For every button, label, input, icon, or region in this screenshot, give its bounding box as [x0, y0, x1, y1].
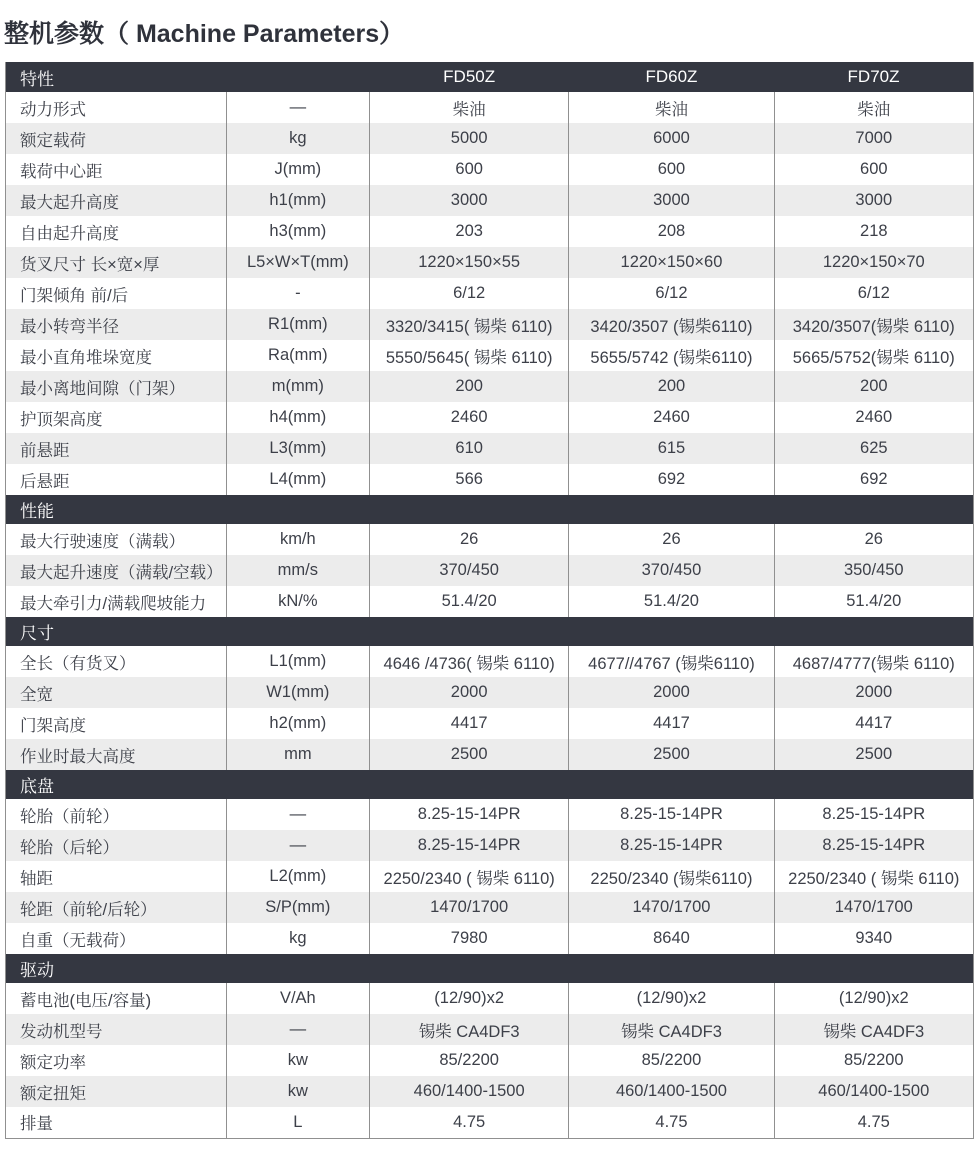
spec-value-fd60z: 锡柴 CA4DF3: [569, 1014, 774, 1045]
spec-row: [6, 216, 974, 247]
spec-value-fd60z: 26: [569, 524, 774, 555]
section-header-row: [6, 617, 974, 646]
spec-row: [6, 185, 974, 216]
spec-unit: h3(mm): [226, 216, 369, 247]
spec-unit: mm/s: [226, 555, 369, 586]
spec-row: [6, 464, 974, 495]
header-feature-label: 特性: [6, 62, 227, 92]
spec-value-fd60z: 692: [569, 464, 774, 495]
spec-value-fd50z: 2500: [369, 739, 568, 770]
spec-value-fd60z: 51.4/20: [569, 586, 774, 617]
spec-value-fd50z: 2460: [369, 402, 568, 433]
spec-label: 排量: [6, 1107, 227, 1138]
spec-label: 额定功率: [6, 1045, 227, 1076]
spec-value-fd50z: 柴油: [369, 92, 568, 123]
spec-value-fd70z: 85/2200: [774, 1045, 973, 1076]
section-title: 驱动: [6, 954, 974, 983]
spec-unit: W1(mm): [226, 677, 369, 708]
spec-value-fd70z: 8.25-15-14PR: [774, 830, 973, 861]
spec-row: [6, 892, 974, 923]
spec-row: [6, 433, 974, 464]
spec-label: 作业时最大高度: [6, 739, 227, 770]
spec-value-fd70z: 7000: [774, 123, 973, 154]
spec-unit: h1(mm): [226, 185, 369, 216]
spec-value-fd50z: 4646 /4736( 锡柴 6110): [369, 646, 568, 677]
header-model-fd60z: FD60Z: [569, 62, 774, 92]
spec-label: 蓄电池(电压/容量): [6, 983, 227, 1014]
spec-label: 前悬距: [6, 433, 227, 464]
spec-unit: L1(mm): [226, 646, 369, 677]
spec-value-fd60z: 6000: [569, 123, 774, 154]
spec-value-fd60z: 460/1400-1500: [569, 1076, 774, 1107]
spec-unit: h2(mm): [226, 708, 369, 739]
spec-row: [6, 830, 974, 861]
spec-unit: L3(mm): [226, 433, 369, 464]
spec-value-fd50z: 85/2200: [369, 1045, 568, 1076]
spec-value-fd50z: 26: [369, 524, 568, 555]
spec-label: 轮胎（后轮）: [6, 830, 227, 861]
spec-label: 全长（有货叉）: [6, 646, 227, 677]
spec-label: 最大起升速度（满载/空载）: [6, 555, 227, 586]
spec-unit: —: [226, 799, 369, 830]
spec-label: 额定载荷: [6, 123, 227, 154]
section-header-row: [6, 954, 974, 983]
spec-value-fd50z: 1220×150×55: [369, 247, 568, 278]
spec-unit: —: [226, 1014, 369, 1045]
spec-row: [6, 923, 974, 954]
spec-row: [6, 555, 974, 586]
spec-value-fd70z: 4417: [774, 708, 973, 739]
spec-unit: h4(mm): [226, 402, 369, 433]
spec-value-fd50z: 460/1400-1500: [369, 1076, 568, 1107]
spec-unit: R1(mm): [226, 309, 369, 340]
spec-row: [6, 799, 974, 830]
section-header-row: [6, 495, 974, 524]
spec-value-fd50z: 8.25-15-14PR: [369, 799, 568, 830]
spec-value-fd60z: 615: [569, 433, 774, 464]
spec-unit: L: [226, 1107, 369, 1138]
spec-value-fd50z: 5550/5645( 锡柴 6110): [369, 340, 568, 371]
spec-unit: kg: [226, 923, 369, 954]
spec-value-fd50z: 8.25-15-14PR: [369, 830, 568, 861]
spec-label: 轴距: [6, 861, 227, 892]
spec-value-fd70z: 200: [774, 371, 973, 402]
spec-unit: kN/%: [226, 586, 369, 617]
spec-value-fd70z: 600: [774, 154, 973, 185]
spec-value-fd60z: (12/90)x2: [569, 983, 774, 1014]
spec-value-fd70z: 218: [774, 216, 973, 247]
spec-label: 发动机型号: [6, 1014, 227, 1045]
spec-row: [6, 983, 974, 1014]
spec-value-fd60z: 3000: [569, 185, 774, 216]
header-unit-label: [226, 62, 369, 92]
spec-value-fd50z: (12/90)x2: [369, 983, 568, 1014]
spec-row: [6, 340, 974, 371]
spec-value-fd60z: 5655/5742 (锡柴6110): [569, 340, 774, 371]
spec-value-fd60z: 3420/3507 (锡柴6110): [569, 309, 774, 340]
spec-value-fd70z: 柴油: [774, 92, 973, 123]
spec-value-fd50z: 3320/3415( 锡柴 6110): [369, 309, 568, 340]
spec-unit: -: [226, 278, 369, 309]
spec-value-fd70z: 4687/4777(锡柴 6110): [774, 646, 973, 677]
spec-row: [6, 154, 974, 185]
spec-row: [6, 739, 974, 770]
spec-value-fd70z: 6/12: [774, 278, 973, 309]
spec-value-fd60z: 370/450: [569, 555, 774, 586]
spec-value-fd70z: 5665/5752(锡柴 6110): [774, 340, 973, 371]
spec-row: [6, 1076, 974, 1107]
spec-value-fd70z: 625: [774, 433, 973, 464]
spec-label: 货叉尺寸 长×宽×厚: [6, 247, 227, 278]
spec-value-fd70z: 460/1400-1500: [774, 1076, 973, 1107]
spec-unit: L2(mm): [226, 861, 369, 892]
spec-value-fd60z: 6/12: [569, 278, 774, 309]
spec-value-fd70z: 1470/1700: [774, 892, 973, 923]
spec-value-fd50z: 566: [369, 464, 568, 495]
spec-value-fd70z: 3420/3507(锡柴 6110): [774, 309, 973, 340]
spec-value-fd50z: 2000: [369, 677, 568, 708]
spec-value-fd70z: 3000: [774, 185, 973, 216]
spec-value-fd50z: 610: [369, 433, 568, 464]
spec-value-fd50z: 370/450: [369, 555, 568, 586]
spec-value-fd50z: 5000: [369, 123, 568, 154]
spec-value-fd70z: (12/90)x2: [774, 983, 973, 1014]
page-title: 整机参数（ Machine Parameters）: [4, 20, 405, 48]
section-title: 底盘: [6, 770, 974, 799]
spec-row: [6, 524, 974, 555]
spec-value-fd50z: 4.75: [369, 1107, 568, 1138]
spec-row: [6, 1014, 974, 1045]
header-model-fd70z: FD70Z: [774, 62, 973, 92]
section-title: 性能: [6, 495, 974, 524]
spec-value-fd60z: 2250/2340 (锡柴6110): [569, 861, 774, 892]
spec-row: [6, 309, 974, 340]
spec-value-fd60z: 柴油: [569, 92, 774, 123]
spec-value-fd70z: 692: [774, 464, 973, 495]
spec-label: 护顶架高度: [6, 402, 227, 433]
spec-value-fd60z: 8.25-15-14PR: [569, 830, 774, 861]
spec-value-fd50z: 锡柴 CA4DF3: [369, 1014, 568, 1045]
spec-unit: —: [226, 830, 369, 861]
spec-value-fd70z: 锡柴 CA4DF3: [774, 1014, 973, 1045]
spec-value-fd50z: 7980: [369, 923, 568, 954]
spec-value-fd50z: 2250/2340 ( 锡柴 6110): [369, 861, 568, 892]
spec-value-fd50z: 203: [369, 216, 568, 247]
spec-value-fd60z: 85/2200: [569, 1045, 774, 1076]
spec-row: [6, 247, 974, 278]
spec-unit: kw: [226, 1045, 369, 1076]
spec-unit: m(mm): [226, 371, 369, 402]
spec-value-fd70z: 350/450: [774, 555, 973, 586]
table-header-row: [6, 62, 974, 92]
spec-unit: mm: [226, 739, 369, 770]
spec-unit: L5×W×T(mm): [226, 247, 369, 278]
spec-label: 门架倾角 前/后: [6, 278, 227, 309]
spec-value-fd70z: 51.4/20: [774, 586, 973, 617]
spec-row: [6, 402, 974, 433]
spec-value-fd70z: 26: [774, 524, 973, 555]
spec-row: [6, 123, 974, 154]
spec-unit: kg: [226, 123, 369, 154]
spec-value-fd60z: 8640: [569, 923, 774, 954]
spec-row: [6, 677, 974, 708]
spec-unit: Ra(mm): [226, 340, 369, 371]
spec-label: 自重（无载荷）: [6, 923, 227, 954]
spec-label: 动力形式: [6, 92, 227, 123]
spec-label: 后悬距: [6, 464, 227, 495]
spec-label: 轮距（前轮/后轮）: [6, 892, 227, 923]
spec-value-fd50z: 1470/1700: [369, 892, 568, 923]
spec-label: 最大牵引力/满载爬坡能力: [6, 586, 227, 617]
spec-unit: V/Ah: [226, 983, 369, 1014]
spec-label: 最大起升高度: [6, 185, 227, 216]
spec-label: 最小离地间隙（门架）: [6, 371, 227, 402]
spec-value-fd70z: 4.75: [774, 1107, 973, 1138]
spec-unit: L4(mm): [226, 464, 369, 495]
spec-label: 载荷中心距: [6, 154, 227, 185]
spec-value-fd60z: 200: [569, 371, 774, 402]
spec-label: 门架高度: [6, 708, 227, 739]
spec-row: [6, 1107, 974, 1138]
spec-row: [6, 861, 974, 892]
spec-value-fd60z: 600: [569, 154, 774, 185]
spec-value-fd60z: 4.75: [569, 1107, 774, 1138]
spec-value-fd60z: 2500: [569, 739, 774, 770]
spec-row: [6, 92, 974, 123]
spec-label: 最小直角堆垛宽度: [6, 340, 227, 371]
section-header-row: [6, 770, 974, 799]
spec-row: [6, 586, 974, 617]
spec-value-fd70z: 2250/2340 ( 锡柴 6110): [774, 861, 973, 892]
spec-label: 额定扭矩: [6, 1076, 227, 1107]
spec-label: 全宽: [6, 677, 227, 708]
spec-value-fd60z: 2460: [569, 402, 774, 433]
spec-row: [6, 278, 974, 309]
spec-value-fd70z: 8.25-15-14PR: [774, 799, 973, 830]
spec-value-fd70z: 2460: [774, 402, 973, 433]
spec-unit: —: [226, 92, 369, 123]
spec-label: 自由起升高度: [6, 216, 227, 247]
spec-row: [6, 371, 974, 402]
spec-value-fd60z: 8.25-15-14PR: [569, 799, 774, 830]
spec-unit: J(mm): [226, 154, 369, 185]
spec-row: [6, 1045, 974, 1076]
machine-parameters-table: [5, 62, 974, 1139]
spec-row: [6, 646, 974, 677]
spec-value-fd70z: 2000: [774, 677, 973, 708]
spec-label: 最大行驶速度（满载）: [6, 524, 227, 555]
spec-value-fd70z: 9340: [774, 923, 973, 954]
spec-value-fd60z: 1470/1700: [569, 892, 774, 923]
spec-value-fd60z: 1220×150×60: [569, 247, 774, 278]
section-title: 尺寸: [6, 617, 974, 646]
spec-value-fd50z: 6/12: [369, 278, 568, 309]
header-model-fd50z: FD50Z: [369, 62, 568, 92]
spec-value-fd60z: 4677//4767 (锡柴6110): [569, 646, 774, 677]
spec-unit: km/h: [226, 524, 369, 555]
spec-value-fd50z: 3000: [369, 185, 568, 216]
spec-value-fd70z: 2500: [774, 739, 973, 770]
spec-value-fd50z: 4417: [369, 708, 568, 739]
spec-unit: S/P(mm): [226, 892, 369, 923]
spec-row: [6, 708, 974, 739]
spec-label: 轮胎（前轮）: [6, 799, 227, 830]
spec-value-fd70z: 1220×150×70: [774, 247, 973, 278]
spec-value-fd50z: 51.4/20: [369, 586, 568, 617]
spec-value-fd60z: 4417: [569, 708, 774, 739]
spec-unit: kw: [226, 1076, 369, 1107]
spec-value-fd60z: 2000: [569, 677, 774, 708]
spec-label: 最小转弯半径: [6, 309, 227, 340]
spec-value-fd50z: 200: [369, 371, 568, 402]
spec-value-fd60z: 208: [569, 216, 774, 247]
spec-value-fd50z: 600: [369, 154, 568, 185]
